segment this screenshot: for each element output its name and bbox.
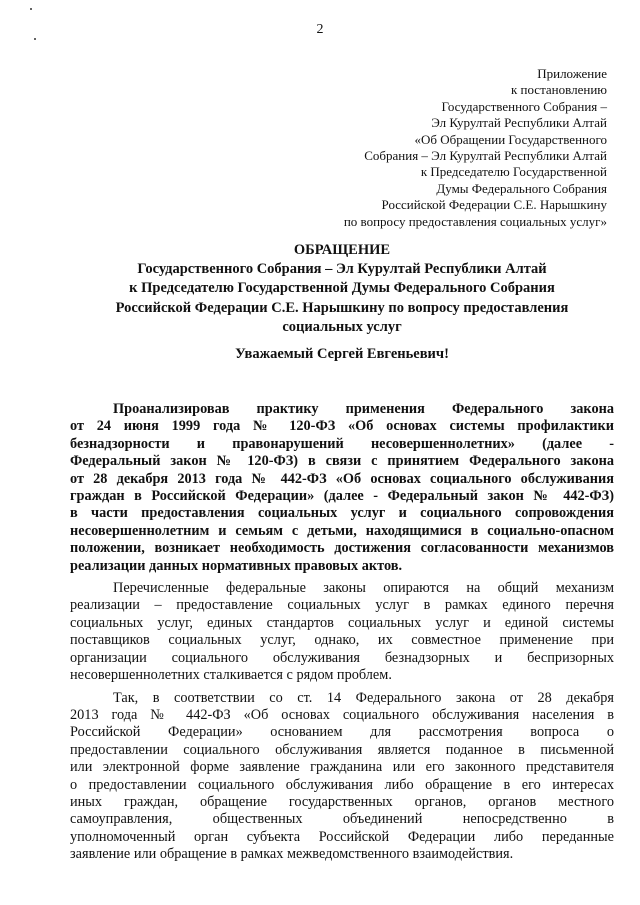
paragraph-line: поставщиков социальных услуг, однако, их совместное применение при [70, 632, 614, 649]
greeting: Уважаемый Сергей Евгеньевич! [235, 346, 449, 362]
paragraph-line: безнадзорности и правонарушений несовершеннолетних» (далее - [70, 435, 614, 452]
annex-line: Приложение [537, 66, 607, 81]
paragraph-3 [70, 690, 614, 864]
page-number: 2 [316, 22, 324, 37]
annex-line: Думы Федерального Собрания [436, 180, 607, 196]
paragraph-line: реализации данных нормативных правовых актов. [70, 557, 403, 574]
annex-line: к Председателю Государственной [420, 164, 607, 180]
annex-line: Государственного Собрания – [441, 98, 607, 114]
paragraph-line: положении, возникает необходимость достижения согласованности механизмов [70, 540, 614, 557]
paragraph-line: предоставлении социального обслуживания является поданное в письменной [70, 741, 614, 758]
title-line: Государственного Собрания – Эл Курултай Республики Алтай [137, 261, 547, 278]
paragraph-line: Российской Федерации» основанием для рассмотрения вопроса о [70, 724, 614, 741]
title-line: к Председателю Государственной Думы Федерального Собрания [129, 280, 555, 297]
paragraph-line: социальных услуг, единых стандартов социальных услуг и единой системы [70, 614, 614, 631]
paragraph-line: заявление или обращение в рамках межведомственного взаимодействия. [70, 846, 514, 863]
scan-speck [30, 8, 32, 10]
paragraph-line: от 24 июня 1999 года № 120-ФЗ «Об основах системы профилактики [70, 418, 614, 435]
document-title [70, 241, 614, 337]
title-line: социальных услуг [282, 318, 402, 335]
paragraph-line: граждан в Российской Федерации» (далее - Федеральный закон № 442-ФЗ) [70, 488, 614, 505]
paragraph-line: о предоставлении социального обслуживания либо обращение в его интересах [70, 776, 614, 793]
title-line: Российской Федерации С.Е. Нарышкину по вопросу предоставления [115, 299, 569, 316]
paragraph-line: в части предоставления социальных услуг и социального сопровождения [70, 505, 614, 522]
paragraph-line: несовершеннолетним и семьям с детьми, находящимися в социально-опасном [70, 522, 614, 539]
annex-line: Собрания – Эл Курултай Республики Алтай [364, 148, 607, 164]
annex-line: Российской Федерации С.Е. Нарышкину [381, 197, 607, 213]
body-text [70, 401, 614, 864]
paragraph-line: самоуправления, общественных объединений непосредственно в [70, 811, 614, 828]
paragraph-line: организации социального обслуживания безнадзорных и беспризорных [70, 649, 614, 666]
annex-line: по вопросу предоставления социальных услуг» [343, 213, 607, 229]
paragraph-line: Так, в соответствии со ст. 14 Федерального закона от 28 декабря [113, 689, 614, 706]
paragraph-line: иных граждан, обращение государственных органов, органов местного [70, 793, 614, 810]
paragraph-line: от 28 декабря 2013 года № 442-ФЗ «Об основах социального обслуживания [70, 470, 614, 487]
annex-line: Эл Курултай Республики Алтай [431, 115, 607, 131]
paragraph-line: реализации – предоставление социальных услуг в рамках единого перечня [70, 597, 614, 614]
paragraph-line: Федеральный закон № 120-ФЗ) в связи с принятием Федерального закона [70, 453, 614, 470]
paragraph-line: 2013 года № 442-ФЗ «Об основах социального обслуживания населения в [70, 706, 614, 723]
paragraph-line: Проанализировав практику применения Федерального закона [113, 401, 614, 417]
paragraph-1 [70, 401, 614, 575]
title-heading: ОБРАЩЕНИЕ [293, 242, 391, 258]
scan-speck [34, 38, 36, 40]
paragraph-line: несовершеннолетних сталкивается с рядом проблем. [70, 667, 392, 684]
paragraph-line: Перечисленные федеральные законы опираются на общий механизм [113, 580, 614, 597]
annex-line: к постановлению [510, 82, 607, 98]
paragraph-line: уполномоченный орган субъекта Российской Федерации либо переданные [70, 828, 614, 845]
paragraph-2 [70, 580, 614, 684]
annex-block [307, 66, 607, 230]
annex-line: «Об Обращении Государственного [414, 131, 607, 147]
paragraph-line: или электронной форме заявление гражданина или его законного представителя [70, 759, 614, 776]
